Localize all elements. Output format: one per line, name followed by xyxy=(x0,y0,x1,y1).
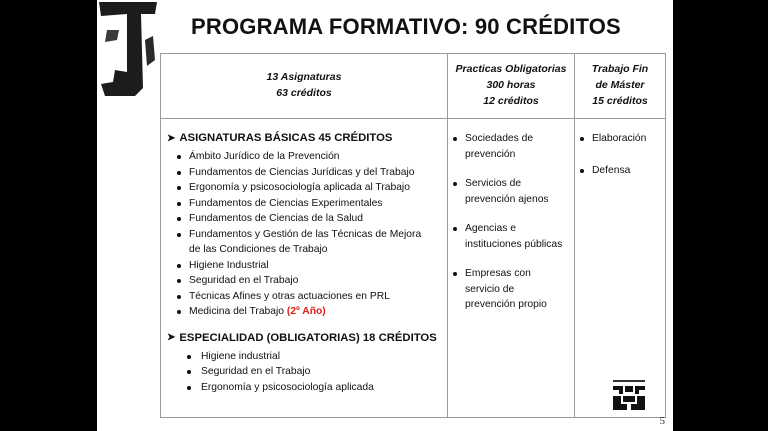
header-asignaturas-count: 13 Asignaturas xyxy=(266,71,342,83)
list-item: Defensa xyxy=(578,163,665,179)
arrow-bullet-icon: ➤ xyxy=(167,132,176,144)
header-practicas-hours: 300 horas xyxy=(486,79,536,91)
header-tfm xyxy=(575,54,666,119)
list-item: Ergonomía y psicosociología aplicada xyxy=(167,380,447,396)
tfm-list xyxy=(575,119,665,178)
header-tfm-credits: 15 créditos xyxy=(592,95,648,107)
decorative-brush-graphic xyxy=(97,0,159,98)
list-item: Medicina del Trabajo (2º Año) xyxy=(167,304,447,320)
second-year-highlight: (2º Año) xyxy=(286,306,326,317)
header-practicas-credits: 12 créditos xyxy=(483,95,539,107)
especialidad-list xyxy=(167,349,447,396)
list-item: Fundamentos de Ciencias Jurídicas y del Trabajo xyxy=(167,165,447,181)
list-item: Higiene industrial xyxy=(167,349,447,365)
list-item: Seguridad en el Trabajo xyxy=(167,364,447,380)
list-item: Ergonomía y psicosociología aplicada al Trabajo xyxy=(167,180,447,196)
list-item: Seguridad en el Trabajo xyxy=(167,273,447,289)
basicas-title: ➤ ASIGNATURAS BÁSICAS 45 CRÉDITOS xyxy=(167,132,393,144)
university-logo xyxy=(609,380,649,414)
list-item: Empresas con servicio de prevención propio xyxy=(451,266,574,313)
slide-title: PROGRAMA FORMATIVO: 90 CRÉDITOS xyxy=(191,14,621,39)
list-item: Técnicas Afines y otras actuaciones en PRL xyxy=(167,289,447,305)
list-item: Fundamentos de Ciencias Experimentales xyxy=(167,196,447,212)
list-item: Higiene Industrial xyxy=(167,258,447,274)
basicas-list xyxy=(167,149,447,320)
asignaturas-cell xyxy=(161,119,448,418)
list-item: Fundamentos de Ciencias de la Salud xyxy=(167,211,447,227)
program-table xyxy=(160,53,666,418)
header-tfm-title-1: Trabajo Fin xyxy=(591,63,649,75)
header-tfm-title-2: de Máster xyxy=(595,79,645,91)
especialidad-title: ➤ ESPECIALIDAD (OBLIGATORIAS) 18 CRÉDITOS xyxy=(167,331,437,344)
page-number: 5 xyxy=(659,415,665,427)
list-item: Fundamentos y Gestión de las Técnicas de Mejora xyxy=(167,227,447,243)
slide xyxy=(97,0,673,431)
arrow-bullet-icon: ➤ xyxy=(167,332,176,343)
list-item: Servicios de prevención ajenos xyxy=(451,176,574,207)
header-asignaturas-credits: 63 créditos xyxy=(276,87,332,99)
list-item: Elaboración xyxy=(578,131,665,147)
list-item: Sociedades de prevención xyxy=(451,131,574,162)
practicas-cell xyxy=(448,119,575,418)
list-item-continuation: de las Condiciones de Trabajo xyxy=(189,244,328,255)
list-item: Ámbito Jurídico de la Prevención xyxy=(167,149,447,165)
header-practicas-title: Practicas Obligatorias xyxy=(455,63,567,75)
practicas-list xyxy=(448,119,574,313)
header-asignaturas xyxy=(161,54,448,119)
list-item: Agencias e instituciones públicas xyxy=(451,221,574,252)
tfm-cell xyxy=(575,119,666,418)
header-practicas xyxy=(448,54,575,119)
